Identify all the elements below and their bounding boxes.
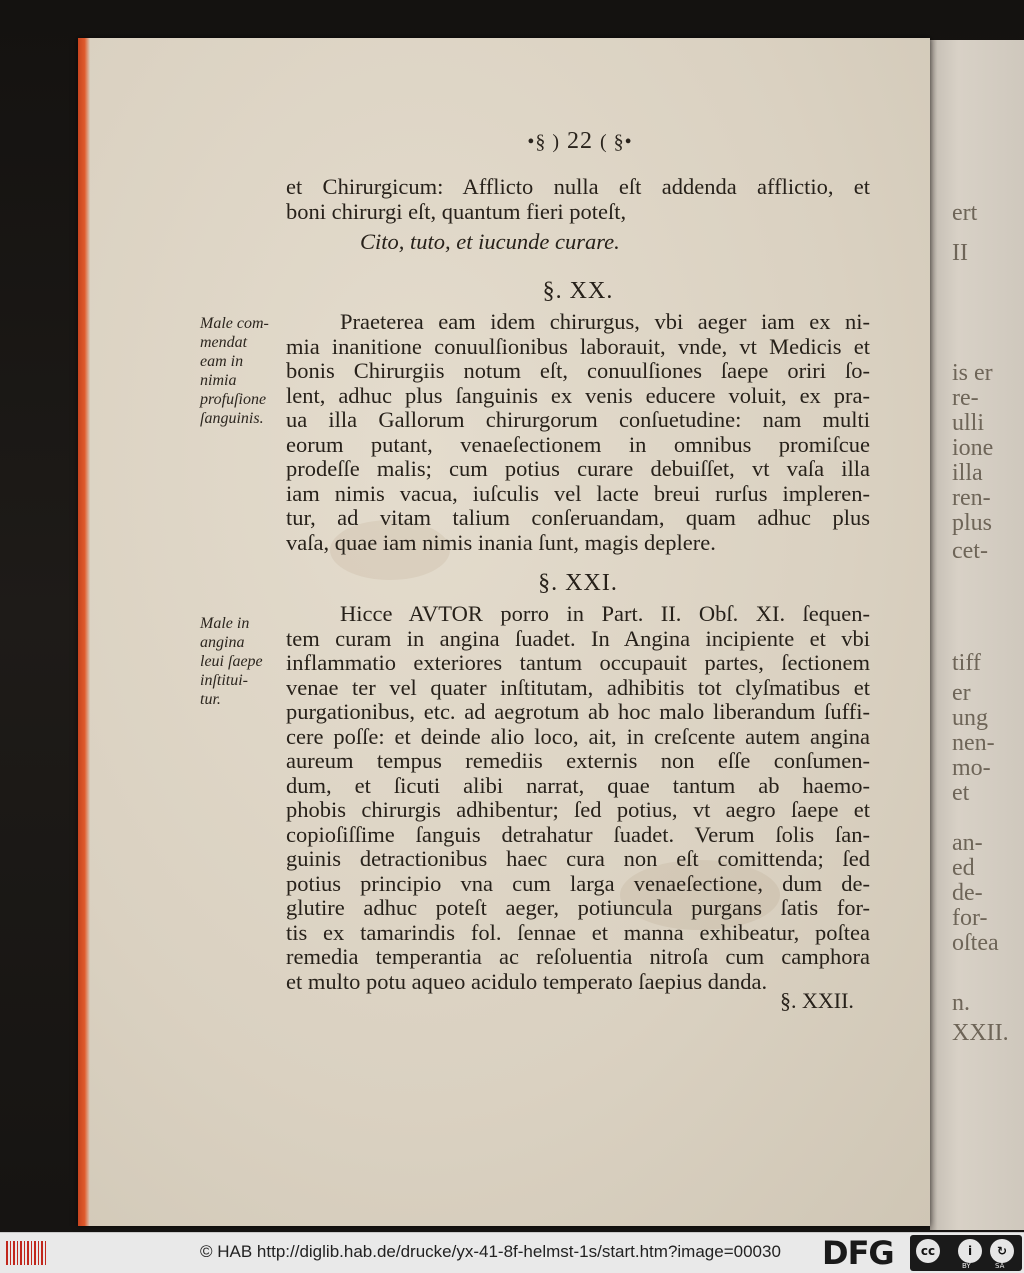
text-line: potius principio vna cum larga venaeſectione, dum de- <box>286 870 870 896</box>
note-line: inſtitui- <box>200 672 248 689</box>
margin-note-xx <box>200 314 292 428</box>
text-line: tis ex tamarindis fol. ſennae et manna exhibeatur, poſtea <box>286 919 870 945</box>
note-line: ſanguinis. <box>200 410 264 427</box>
text-line: Praeterea eam idem chirurgus, vbi aeger iam ex ni- <box>340 309 870 334</box>
note-line: leui ſaepe <box>200 653 263 670</box>
section-heading-xx: §. XX. <box>542 278 614 304</box>
text-line: glutire adhuc poteſt aeger, potiuncula purgans ſatis for- <box>286 895 870 920</box>
text-line: et Chirurgicum: Afflicto nulla eſt addenda afflictio, et <box>286 174 870 199</box>
running-header <box>470 128 690 155</box>
next-page-fragment: an- <box>952 830 983 856</box>
section-xx-text <box>286 310 870 555</box>
text-line: vaſa, quae iam nimis inania ſunt, magis deplere. <box>286 529 716 555</box>
next-page-fragment: ulli <box>952 410 985 436</box>
page-red-edge <box>78 38 90 1226</box>
copyright-link[interactable]: © HAB http://diglib.hab.de/drucke/yx-41-8f-helmst-1s/start.htm?image=00030 <box>200 1242 781 1261</box>
by-icon: i <box>958 1239 982 1263</box>
text-line: tur, ad vitam talium conſeruandam, quam adhuc plus <box>286 505 870 530</box>
next-page-fragment: er <box>952 680 971 706</box>
next-page-fragment: ren- <box>952 485 991 511</box>
next-page-fragment: re- <box>952 385 979 411</box>
note-line: nimia <box>200 372 237 389</box>
catchword: §. XXII. <box>780 988 854 1013</box>
page-number: 22 <box>567 128 593 154</box>
text-line: phobis chirurgis adhibentur; ſed potius, vt aegro ſaepe et <box>286 797 870 822</box>
next-page-fragment: cet- <box>952 538 988 564</box>
note-line: tur. <box>200 691 221 708</box>
dfg-logo: DFG <box>822 1234 894 1272</box>
text-line: iam nimis vacua, iuſculis vel lacte breui rurſus impleren- <box>286 480 870 506</box>
text-line: et multo potu aqueo acidulo temperato ſaepius danda. <box>286 968 768 994</box>
motto: Cito, tuto, et iucunde curare. <box>360 229 620 254</box>
next-page-fragment: tiff <box>952 650 981 676</box>
note-line: profuſione <box>200 391 267 408</box>
text-line: eorum putant, venaeſectionem in omnibus promiſcue <box>286 431 870 457</box>
text-line: venae ter vel quater inſtitutam, adhibitis tot clyſmatibus et <box>286 674 870 700</box>
cc-icon: cc <box>916 1239 940 1263</box>
viewer-footer <box>0 1232 1024 1273</box>
intro-paragraph <box>286 175 870 224</box>
note-line: angina <box>200 634 245 651</box>
next-page-fragment: et <box>952 780 970 806</box>
text-line: copioſiſſime ſanguis detrahatur ſuadet. Verum ſolis ſan- <box>286 821 870 847</box>
next-page-fragment: mo- <box>952 755 991 781</box>
text-line: lent, adhuc plus ſanguinis ex venis educere voluit, ex pra- <box>286 382 870 408</box>
next-page-fragment: XXII. <box>952 1020 1009 1046</box>
note-line: Male in <box>200 615 250 632</box>
note-line: mendat <box>200 334 248 351</box>
next-page-fragment: ung <box>952 705 988 731</box>
next-page-fragment: ert <box>952 200 978 226</box>
text-line: boni chirurgi eſt, quantum fieri poteſt, <box>286 198 627 224</box>
note-line: eam in <box>200 353 244 370</box>
next-page-fragment: ed <box>952 855 975 881</box>
text-line: prodeſſe malis; cum potius curare debuiſſet, vt vaſa illa <box>286 456 870 481</box>
next-page-fragment: ione <box>952 435 994 461</box>
next-page-fragment: illa <box>952 460 983 486</box>
barcode-icon <box>6 1241 46 1265</box>
text-line: inflammatio exteriores tantum occupauit partes, ſectionem <box>286 650 870 675</box>
cc-license-badge[interactable] <box>910 1235 1022 1271</box>
text-line: remedia temperantia ac reſoluentia nitroſa cum camphora <box>286 944 870 969</box>
sa-label: SA <box>995 1262 1005 1270</box>
text-line: guinis detractionibus haec cura non eſt comittenda; ſed <box>286 846 870 871</box>
next-page-fragment: is er <box>952 360 993 386</box>
text-line: tem curam in angina ſuadet. In Angina incipiente et vbi <box>286 625 870 651</box>
text-line: mia inanitione conuulſionibus laborauit, vnde, vt Medicis et <box>286 333 870 359</box>
next-page-fragment: for- <box>952 905 988 931</box>
text-line: aureum tempus remediis externis non eſſe conſumen- <box>286 748 870 773</box>
text-line: bonis Chirurgiis notum eſt, conuulſiones ſaepe oriri ſo- <box>286 358 870 383</box>
next-page-fragment: n. <box>952 990 970 1016</box>
text-line: Hicce AVTOR porro in Part. II. Obſ. XI. ſequen- <box>340 601 870 626</box>
section-heading-xxi: §. XXI. <box>538 570 618 596</box>
next-page-fragment: de- <box>952 880 983 906</box>
next-page-fragment: oſtea <box>952 930 999 956</box>
note-line: Male com- <box>200 315 269 332</box>
next-page-fragment: plus <box>952 510 993 536</box>
text-line: dum, et ſicuti alibi narrat, quae tantum ab haemo- <box>286 772 870 798</box>
text-line: ua illa Gallorum chirurgorum conſuetudine: nam multi <box>286 407 870 432</box>
section-xxi-text <box>286 602 870 994</box>
next-page-fragment: nen- <box>952 730 995 756</box>
text-line: purgationibus, etc. ad aegrotum ab hoc malo liberandum ſuffi- <box>286 699 870 724</box>
header-ornament-right: ( §• <box>600 131 633 153</box>
margin-note-xxi <box>200 614 292 709</box>
sa-icon: ↻ <box>990 1239 1014 1263</box>
by-label: BY <box>962 1262 971 1270</box>
header-ornament-left: •§ ) <box>527 131 560 153</box>
next-page-fragment: II <box>952 240 968 266</box>
text-line: cere poſſe: et deinde alio loco, ait, in creſcente autem angina <box>286 723 870 749</box>
next-page-edge <box>930 40 1024 1230</box>
